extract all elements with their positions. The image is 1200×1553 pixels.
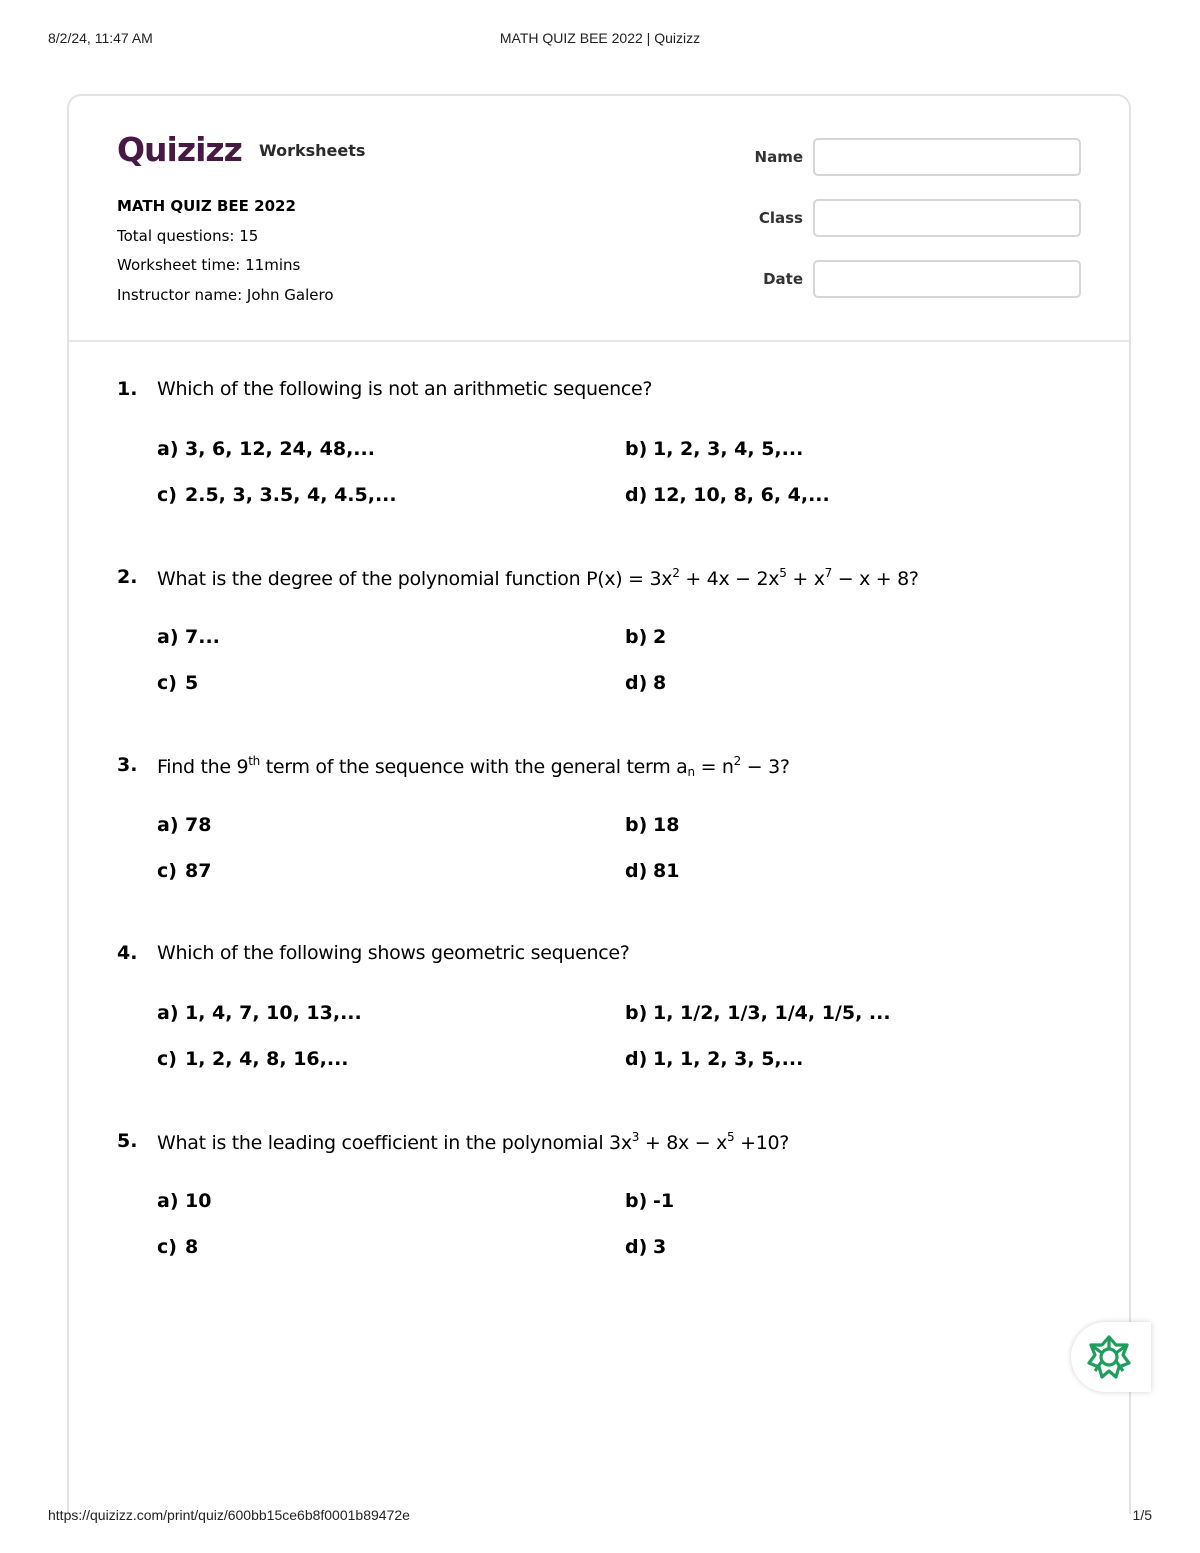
- option-b: b) 1, 2, 3, 4, 5,...: [625, 438, 804, 460]
- logo-wordmark: Quizizz: [117, 130, 242, 169]
- option-a: a) 78: [157, 814, 212, 836]
- assistant-widget[interactable]: [1071, 1322, 1151, 1392]
- question-number: 1.: [117, 378, 138, 400]
- page-number: 1/5: [1132, 1507, 1152, 1523]
- class-label: Class: [758, 209, 803, 227]
- student-fields: [741, 138, 1081, 321]
- date-field[interactable]: [813, 260, 1081, 298]
- question-4: [117, 942, 1077, 1130]
- quizizz-logo: [117, 130, 242, 170]
- option-c: c) 87: [157, 860, 212, 882]
- option-c: c) 1, 2, 4, 8, 16,...: [157, 1048, 349, 1070]
- option-b: b) -1: [625, 1190, 675, 1212]
- total-questions: Total questions: 15: [117, 226, 259, 245]
- option-b: b) 18: [625, 814, 680, 836]
- option-c: c) 5: [157, 672, 199, 694]
- option-d: d) 8: [625, 672, 667, 694]
- logo-subtitle: Worksheets: [259, 141, 366, 160]
- name-row: [741, 138, 1081, 199]
- option-b: b) 2: [625, 626, 667, 648]
- option-d: d) 12, 10, 8, 6, 4,...: [625, 484, 830, 506]
- worksheet-time: Worksheet time: 11mins: [117, 256, 301, 274]
- option-c: c) 2.5, 3, 3.5, 4, 4.5,...: [157, 484, 397, 506]
- question-text: Find the 9th term of the sequence with the general term $a_n = n^2 - 3$?: [157, 754, 790, 779]
- question-5: [117, 1130, 1077, 1318]
- option-d: d) 3: [625, 1236, 667, 1258]
- option-a: a) 10: [157, 1190, 212, 1212]
- option-a: a) 1, 4, 7, 10, 13,...: [157, 1002, 362, 1024]
- question-text: Which of the following is not an arithmetic sequence?: [157, 378, 653, 400]
- question-number: 3.: [117, 754, 138, 776]
- option-a: a) 3, 6, 12, 24, 48,...: [157, 438, 375, 460]
- ai-assistant-icon: [1083, 1331, 1135, 1383]
- class-row: [741, 199, 1081, 260]
- name-label: Name: [754, 148, 803, 166]
- instructor-name: Instructor name: John Galero: [117, 285, 334, 304]
- option-c: c) 8: [157, 1236, 199, 1258]
- question-3: [117, 754, 1077, 942]
- question-text: What is the leading coefficient in the polynomial $3x^3 + 8x - x^5 +10$?: [157, 1130, 790, 1154]
- quiz-title: MATH QUIZ BEE 2022: [117, 197, 296, 215]
- print-datetime: 8/2/24, 11:47 AM: [48, 30, 153, 46]
- worksheet: [67, 94, 1131, 1514]
- question-1: [117, 378, 1077, 566]
- quiz-meta: [117, 192, 334, 310]
- option-d: d) 81: [625, 860, 680, 882]
- question-text: Which of the following shows geometric sequence?: [157, 942, 630, 964]
- print-url: https://quizizz.com/print/quiz/600bb15ce6b8f0001b89472e: [48, 1507, 410, 1523]
- name-field[interactable]: [813, 138, 1081, 176]
- question-number: 4.: [117, 942, 138, 964]
- question-text: What is the degree of the polynomial function $P(x) = 3x^2 + 4x - 2x^5 + x^7 - x + 8$?: [157, 566, 919, 590]
- worksheet-header: [69, 96, 1129, 342]
- question-number: 2.: [117, 566, 138, 588]
- option-b: b) 1, 1/2, 1/3, 1/4, 1/5, ...: [625, 1002, 891, 1024]
- class-field[interactable]: [813, 199, 1081, 237]
- option-a: a) 7...: [157, 626, 220, 648]
- option-d: d) 1, 1, 2, 3, 5,...: [625, 1048, 804, 1070]
- question-list: [117, 378, 1077, 1318]
- date-row: [741, 260, 1081, 321]
- question-2: [117, 566, 1077, 754]
- print-title: MATH QUIZ BEE 2022 | Quizizz: [499, 30, 701, 46]
- question-number: 5.: [117, 1130, 138, 1152]
- date-label: Date: [763, 270, 803, 288]
